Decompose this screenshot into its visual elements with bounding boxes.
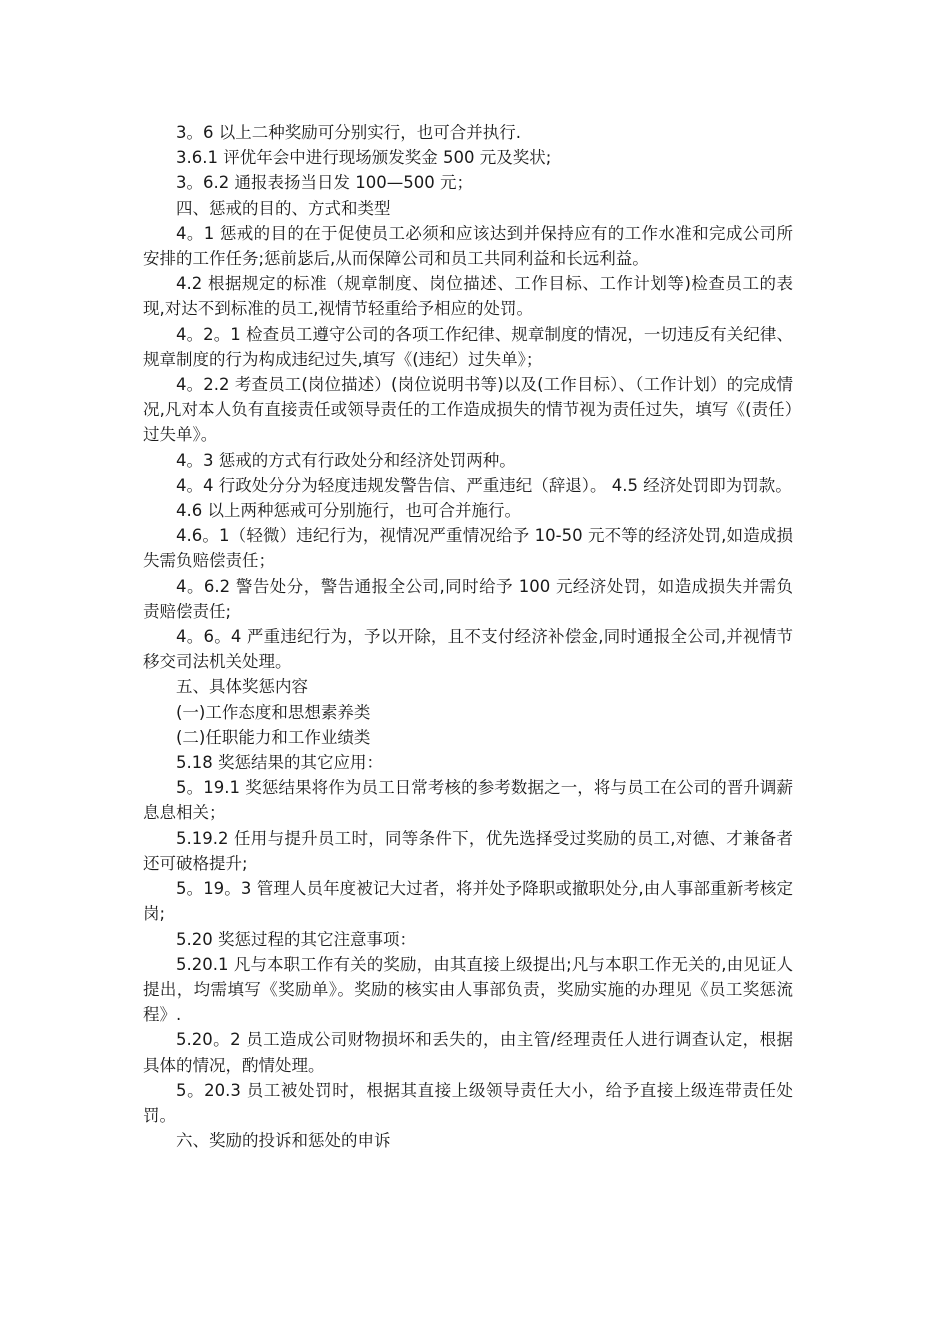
paragraph: 3。6 以上二种奖励可分别实行，也可合并执行. <box>176 123 521 142</box>
paragraph: 3。6.2 通报表扬当日发 100—500 元； <box>176 173 473 193</box>
paragraph: 5.20.1 凡与本职工作有关的奖励，由其直接上级提出;凡与本职工作无关的,由见证人提出，均需填写《奖励单》。奖励的核实由人事部负责，奖励实施的办理见《员工奖惩流程》. <box>143 954 793 1025</box>
paragraph: 4。1 惩戒的目的在于促使员工必须和应该达到并保持应有的工作水准和完成公司所安排的工作任务;惩前毖后,从而保障公司和员工共同利益和长远利益。 <box>143 223 793 269</box>
paragraph: 4。6。4 严重违纪行为，予以开除，且不支付经济补偿金,同时通报全公司,并视情节移交司法机关处理。 <box>143 627 793 672</box>
paragraph: 5.19.2 任用与提升员工时，同等条件下，优先选择受过奖励的员工,对德、才兼备者还可破格提升; <box>143 828 793 873</box>
paragraph: 4。2。1 检查员工遵守公司的各项工作纪律、规章制度的情况，一切违反有关纪律、规章制度的行为构成违纪过失,填写《(违纪）过失单》； <box>143 324 793 369</box>
document-page <box>143 120 793 1153</box>
paragraph: 4.6 以上两种惩戒可分别施行，也可合并施行。 <box>176 501 521 521</box>
paragraph: 4.6。1（轻微）违纪行为，视情况严重情况给予 10-50 元不等的经济处罚,如造成损失需负赔偿责任； <box>143 526 793 571</box>
section-heading: 六、奖励的投诉和惩处的申诉 <box>176 1131 391 1151</box>
paragraph: 5。19.1 奖惩结果将作为员工日常考核的参考数据之一，将与员工在公司的晋升调薪息息相关； <box>143 778 793 823</box>
paragraph: 5.20。2 员工造成公司财物损坏和丢失的，由主管/经理责任人进行调查认定，根据具体的情况，酌情处理。 <box>143 1030 793 1075</box>
sub-heading: (一)工作态度和思想素养类 <box>176 702 371 722</box>
section-heading: 四、惩戒的目的、方式和类型 <box>176 198 391 218</box>
paragraph: 5.18 奖惩结果的其它应用： <box>176 753 383 773</box>
paragraph: 5。20.3 员工被处罚时，根据其直接上级领导责任大小，给予直接上级连带责任处罚。 <box>143 1080 793 1125</box>
section-heading: 五、具体奖惩内容 <box>176 677 308 697</box>
paragraph: 4。2.2 考查员工(岗位描述）(岗位说明书等)以及(工作目标）、（工作计划）的完成情况,凡对本人负有直接责任或领导责任的工作造成损失的情节视为责任过失，填写《(责任）过失单》。 <box>143 375 793 445</box>
paragraph: 5.20 奖惩过程的其它注意事项： <box>176 929 416 949</box>
paragraph: 5。19。3 管理人员年度被记大过者，将并处予降职或撤职处分,由人事部重新考核定岗; <box>143 879 793 924</box>
sub-heading: (二)任职能力和工作业绩类 <box>176 727 371 747</box>
paragraph: 4。6.2 警告处分，警告通报全公司,同时给予 100 元经济处罚，如造成损失并需负责赔偿责任; <box>143 576 793 621</box>
paragraph: 3.6.1 评优年会中进行现场颁发奖金 500 元及奖状; <box>176 148 552 168</box>
paragraph: 4.2 根据规定的标准（规章制度、岗位描述、工作目标、工作计划等)检查员工的表现,对达不到标准的员工,视情节轻重给予相应的处罚。 <box>143 274 793 319</box>
paragraph: 4。3 惩戒的方式有行政处分和经济处罚两种。 <box>176 450 516 470</box>
paragraph: 4。4 行政处分分为轻度违规发警告信、严重违纪（辞退）。 4.5 经济处罚即为罚款。 <box>176 475 792 495</box>
